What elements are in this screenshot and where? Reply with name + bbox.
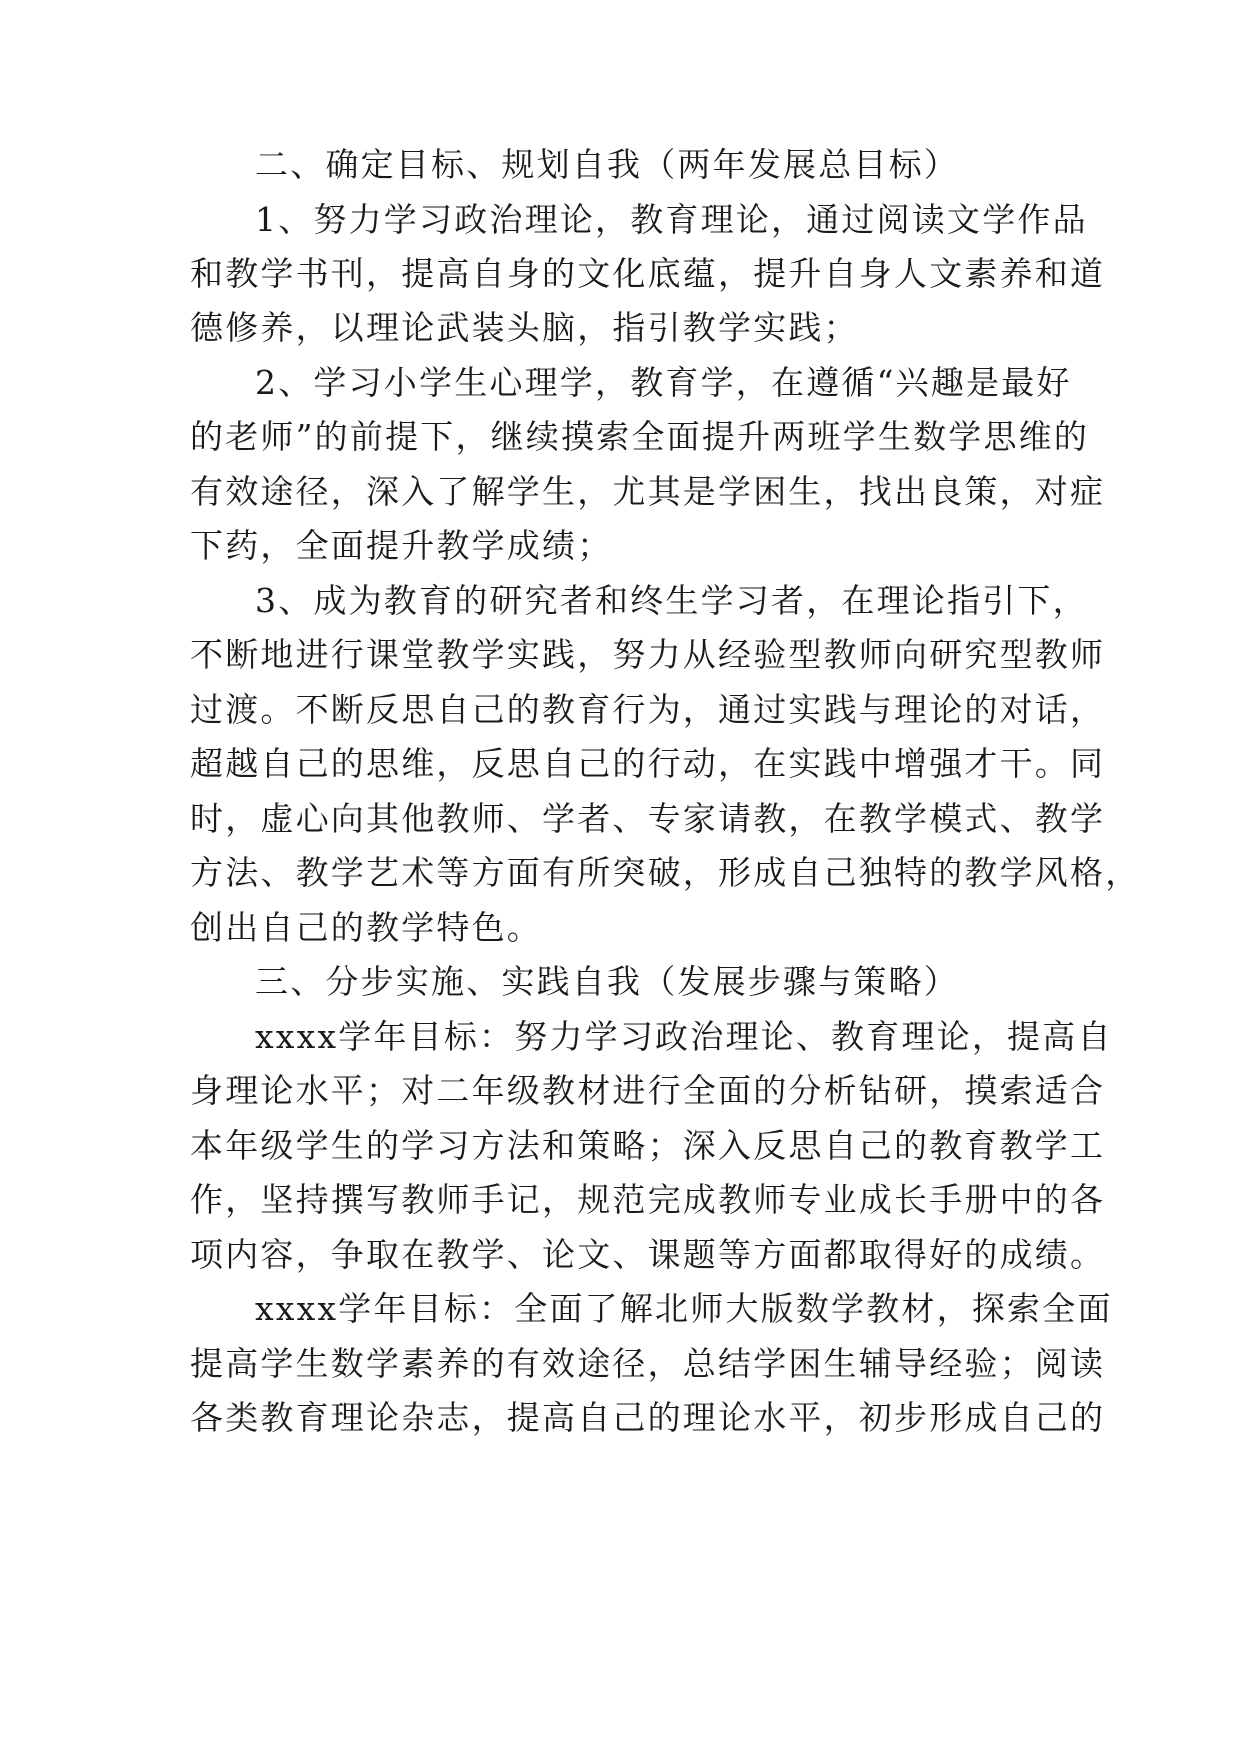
paragraph-line: 本年级学生的学习方法和策略；深入反思自己的教育教学工 — [190, 1126, 1106, 1165]
section-heading-2: 二、确定目标、规划自我（两年发展总目标） — [255, 145, 959, 184]
paragraph-line: 下药，全面提升教学成绩； — [190, 526, 613, 565]
paragraph-line: 创出自己的教学特色。 — [190, 908, 542, 947]
paragraph-line: 方法、教学艺术等方面有所突破，形成自己独特的教学风格， — [190, 853, 1141, 892]
paragraph-line: 1、努力学习政治理论，教育理论，通过阅读文学作品 — [255, 200, 1088, 239]
paragraph-line: 3、成为教育的研究者和终生学习者，在理论指引下， — [255, 581, 1088, 620]
paragraph-line: 过渡。不断反思自己的教育行为，通过实践与理论的对话， — [190, 690, 1106, 729]
paragraph-line: 提高学生数学素养的有效途径，总结学困生辅导经验；阅读 — [190, 1344, 1106, 1383]
paragraph-line: 和教学书刊，提高自身的文化底蕴，提升自身人文素养和道 — [190, 254, 1106, 293]
paragraph-line: 2、学习小学生心理学，教育学，在遵循“兴趣是最好 — [255, 363, 1072, 402]
paragraph-line: 身理论水平；对二年级教材进行全面的分析钻研，摸索适合 — [190, 1071, 1106, 1110]
paragraph-line: 的老师”的前提下，继续摸索全面提升两班学生数学思维的 — [190, 417, 1090, 456]
paragraph-line: 德修养，以理论武装头脑，指引教学实践； — [190, 308, 859, 347]
paragraph-line: 作，坚持撰写教师手记，规范完成教师专业成长手册中的各 — [190, 1180, 1106, 1219]
paragraph-line: 各类教育理论杂志，提高自己的理论水平，初步形成自己的 — [190, 1398, 1106, 1437]
paragraph-line: 不断地进行课堂教学实践，努力从经验型教师向研究型教师 — [190, 635, 1106, 674]
paragraph-line: xxxx学年目标：努力学习政治理论、教育理论，提高自 — [255, 1017, 1113, 1056]
section-heading-3: 三、分步实施、实践自我（发展步骤与策略） — [255, 962, 959, 1001]
paragraph-line: xxxx学年目标：全面了解北师大版数学教材，探索全面 — [255, 1289, 1113, 1328]
paragraph-line: 超越自己的思维，反思自己的行动，在实践中增强才干。同 — [190, 744, 1106, 783]
paragraph-line: 时，虚心向其他教师、学者、专家请教，在教学模式、教学 — [190, 799, 1106, 838]
paragraph-line: 项内容，争取在教学、论文、课题等方面都取得好的成绩。 — [190, 1235, 1106, 1274]
paragraph-line: 有效途径，深入了解学生，尤其是学困生，找出良策，对症 — [190, 472, 1106, 511]
